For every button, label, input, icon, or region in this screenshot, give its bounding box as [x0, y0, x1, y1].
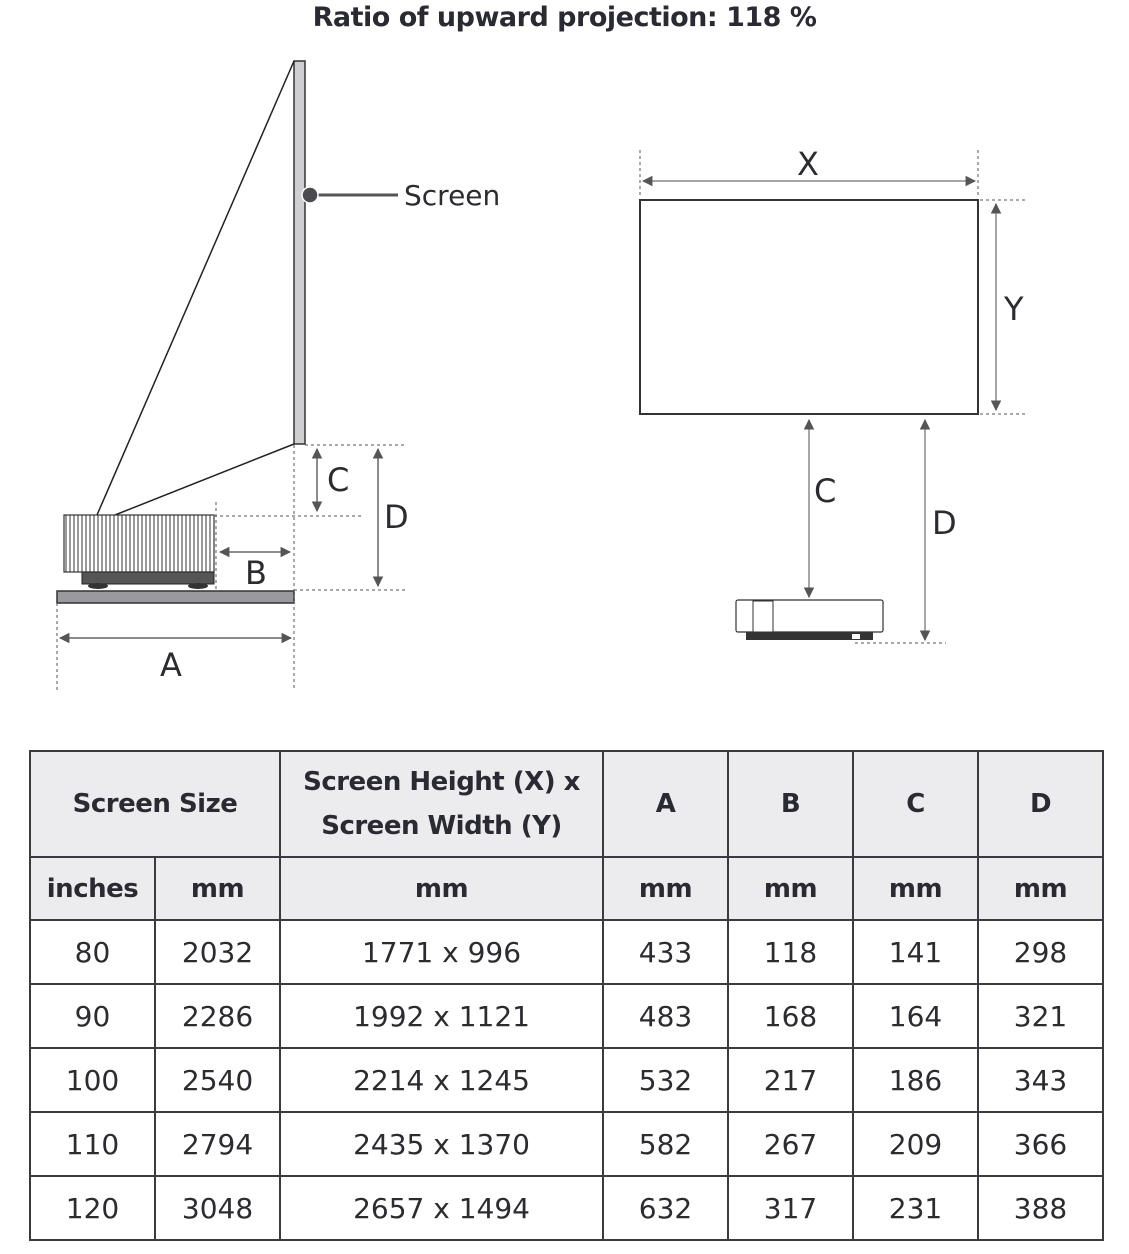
page-title: Ratio of upward projection: 118 %	[312, 2, 817, 33]
cell-a: 483	[603, 984, 728, 1048]
cell-inches: 110	[30, 1112, 155, 1176]
cell-b: 118	[728, 920, 853, 984]
header-screen-dims-line1: Screen Height (X) x	[303, 767, 580, 797]
dim-label-d-front: D	[932, 504, 957, 542]
cell-dims: 1771 x 996	[280, 920, 603, 984]
dim-label-d: D	[384, 498, 409, 536]
unit-d: mm	[978, 857, 1103, 920]
table-header-row	[30, 751, 1103, 857]
screen-front	[640, 200, 978, 414]
table-row	[30, 984, 1103, 1048]
cell-d: 388	[978, 1176, 1103, 1240]
table-row	[30, 1176, 1103, 1240]
cell-dims: 2214 x 1245	[280, 1048, 603, 1112]
dim-label-b: B	[245, 554, 267, 592]
cell-d: 366	[978, 1112, 1103, 1176]
cell-mm: 2286	[155, 984, 280, 1048]
cell-c: 141	[853, 920, 978, 984]
cell-b: 267	[728, 1112, 853, 1176]
cell-a: 632	[603, 1176, 728, 1240]
dim-label-y: Y	[1004, 290, 1024, 328]
side-view	[57, 61, 500, 690]
cell-d: 298	[978, 920, 1103, 984]
cell-inches: 90	[30, 984, 155, 1048]
cell-a: 582	[603, 1112, 728, 1176]
header-screen-dims-line2: Screen Width (Y)	[321, 811, 562, 841]
table-row	[30, 920, 1103, 984]
cell-c: 231	[853, 1176, 978, 1240]
unit-a: mm	[603, 857, 728, 920]
cell-d: 321	[978, 984, 1103, 1048]
front-view	[640, 145, 1028, 643]
header-screen-size: Screen Size	[30, 751, 280, 857]
unit-inches: inches	[30, 857, 155, 920]
cell-b: 217	[728, 1048, 853, 1112]
unit-mm: mm	[155, 857, 280, 920]
unit-b: mm	[728, 857, 853, 920]
cell-mm: 3048	[155, 1176, 280, 1240]
cell-dims: 2657 x 1494	[280, 1176, 603, 1240]
screen-panel	[294, 61, 305, 444]
header-screen-dims	[280, 751, 603, 857]
dim-label-x: X	[797, 145, 819, 183]
cell-b: 317	[728, 1176, 853, 1240]
header-c: C	[853, 751, 978, 857]
unit-dims-mm: mm	[280, 857, 603, 920]
cell-dims: 2435 x 1370	[280, 1112, 603, 1176]
cell-d: 343	[978, 1048, 1103, 1112]
shelf	[57, 591, 294, 603]
cell-a: 433	[603, 920, 728, 984]
cell-b: 168	[728, 984, 853, 1048]
projector-side-icon	[64, 515, 214, 589]
table-row	[30, 1048, 1103, 1112]
cell-inches: 100	[30, 1048, 155, 1112]
cell-mm: 2794	[155, 1112, 280, 1176]
unit-c: mm	[853, 857, 978, 920]
cell-inches: 120	[30, 1176, 155, 1240]
cell-c: 164	[853, 984, 978, 1048]
dim-label-c-front: C	[814, 472, 837, 510]
cell-mm: 2032	[155, 920, 280, 984]
projector-front-icon	[736, 600, 883, 640]
cell-inches: 80	[30, 920, 155, 984]
cell-a: 532	[603, 1048, 728, 1112]
throw-distance-table	[29, 750, 1104, 1241]
cell-mm: 2540	[155, 1048, 280, 1112]
cell-c: 186	[853, 1048, 978, 1112]
dim-label-a: A	[160, 646, 182, 684]
table-row	[30, 1112, 1103, 1176]
header-a: A	[603, 751, 728, 857]
header-d: D	[978, 751, 1103, 857]
table-units-row	[30, 857, 1103, 920]
cell-c: 209	[853, 1112, 978, 1176]
header-b: B	[728, 751, 853, 857]
screen-label: Screen	[404, 179, 501, 212]
dim-label-c: C	[327, 461, 350, 499]
cell-dims: 1992 x 1121	[280, 984, 603, 1048]
screen-callout-dot	[302, 187, 318, 203]
